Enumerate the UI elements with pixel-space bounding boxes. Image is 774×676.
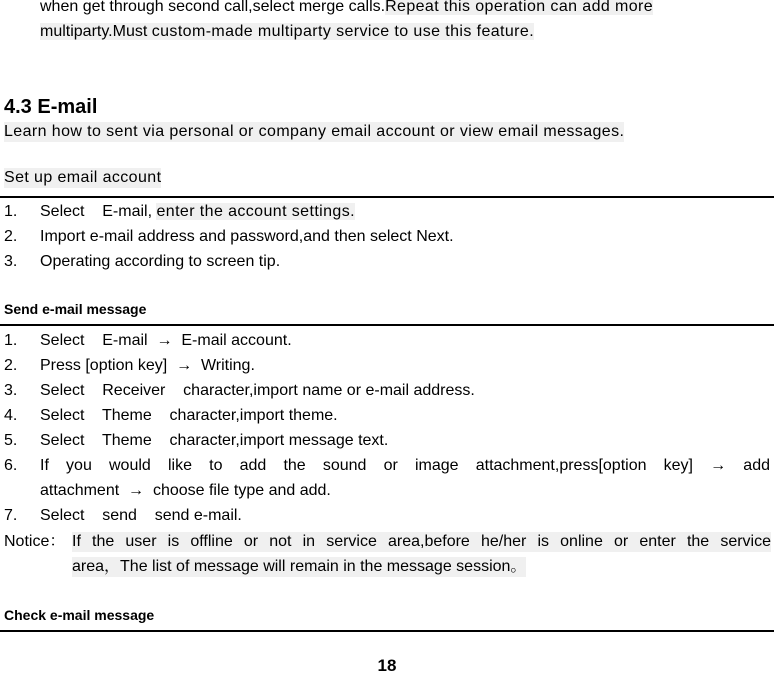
- notice-label: Notice：: [4, 533, 66, 550]
- step-text: Select E-mail → E-mail account.: [40, 332, 292, 349]
- send-step-2: [0, 356, 774, 376]
- step-text: Select Receiver character,import name or e-mail address.: [40, 382, 475, 399]
- step-text: Operating according to screen tip.: [40, 253, 281, 270]
- step-number: 5.: [4, 432, 18, 449]
- step-text: Select send send e-mail.: [40, 507, 242, 524]
- step-text-part-a: Select E-mail,: [40, 203, 157, 220]
- step-text-continued: attachment → choose file type and add.: [40, 482, 331, 499]
- send-step-3: [0, 381, 774, 401]
- step-text: Select Theme character,import message text.: [40, 432, 389, 449]
- intro-line-1: [40, 0, 653, 17]
- setup-step-3: [0, 252, 774, 272]
- page-number: 18: [377, 656, 397, 675]
- send-step-6: [0, 456, 774, 501]
- step-number: 2.: [4, 228, 18, 245]
- intro-line-1-part-a: when get through second call,select merge calls.: [40, 0, 386, 15]
- check-divider: [0, 630, 774, 632]
- step-number: 1.: [4, 332, 18, 349]
- step-text: [40, 202, 355, 222]
- send-step-7: [0, 506, 774, 526]
- setup-step-2: [0, 227, 774, 247]
- intro-line-2-part-b: custom-made multiparty service to use this feature.: [151, 23, 535, 40]
- step-number: 7.: [4, 507, 18, 524]
- step-text: Import e-mail address and password,and then select Next.: [40, 228, 454, 245]
- step-number: 2.: [4, 357, 18, 374]
- intro-line-2-part-a: multiparty.Must: [40, 23, 152, 40]
- intro-line-2: [40, 22, 534, 42]
- send-divider: [0, 324, 774, 326]
- send-step-4: [0, 406, 774, 426]
- step-number: 4.: [4, 407, 18, 424]
- notice-text-line-2: area，The list of message will remain in the message session。: [72, 558, 527, 575]
- section-title: 4.3 E-mail: [4, 96, 98, 118]
- step-number: 6.: [4, 457, 18, 474]
- send-step-1: [0, 331, 774, 351]
- notice-text-line-1: If the user is offline or not in service area,before he/her is online or enter the service: [72, 533, 771, 550]
- setup-divider: [0, 196, 774, 198]
- step-text: Select Theme character,import theme.: [40, 407, 338, 424]
- step-number: 1.: [4, 203, 18, 220]
- section-description: Learn how to sent via personal or company email account or view email messages.: [4, 123, 625, 140]
- step-text: If you would like to add the sound or image attachment,press[option key] → add: [40, 457, 770, 474]
- step-text: Press [option key] → Writing.: [40, 357, 255, 374]
- intro-line-1-part-b: Repeat this operation can add more: [385, 0, 654, 15]
- setup-heading: Set up email account: [4, 169, 162, 186]
- setup-step-1: [0, 202, 774, 222]
- check-heading: Check e-mail message: [4, 607, 155, 623]
- send-heading: Send e-mail message: [4, 301, 147, 317]
- step-number: 3.: [4, 382, 18, 399]
- step-text-part-b: enter the account settings.: [156, 203, 355, 220]
- send-step-5: [0, 431, 774, 451]
- step-number: 3.: [4, 253, 18, 270]
